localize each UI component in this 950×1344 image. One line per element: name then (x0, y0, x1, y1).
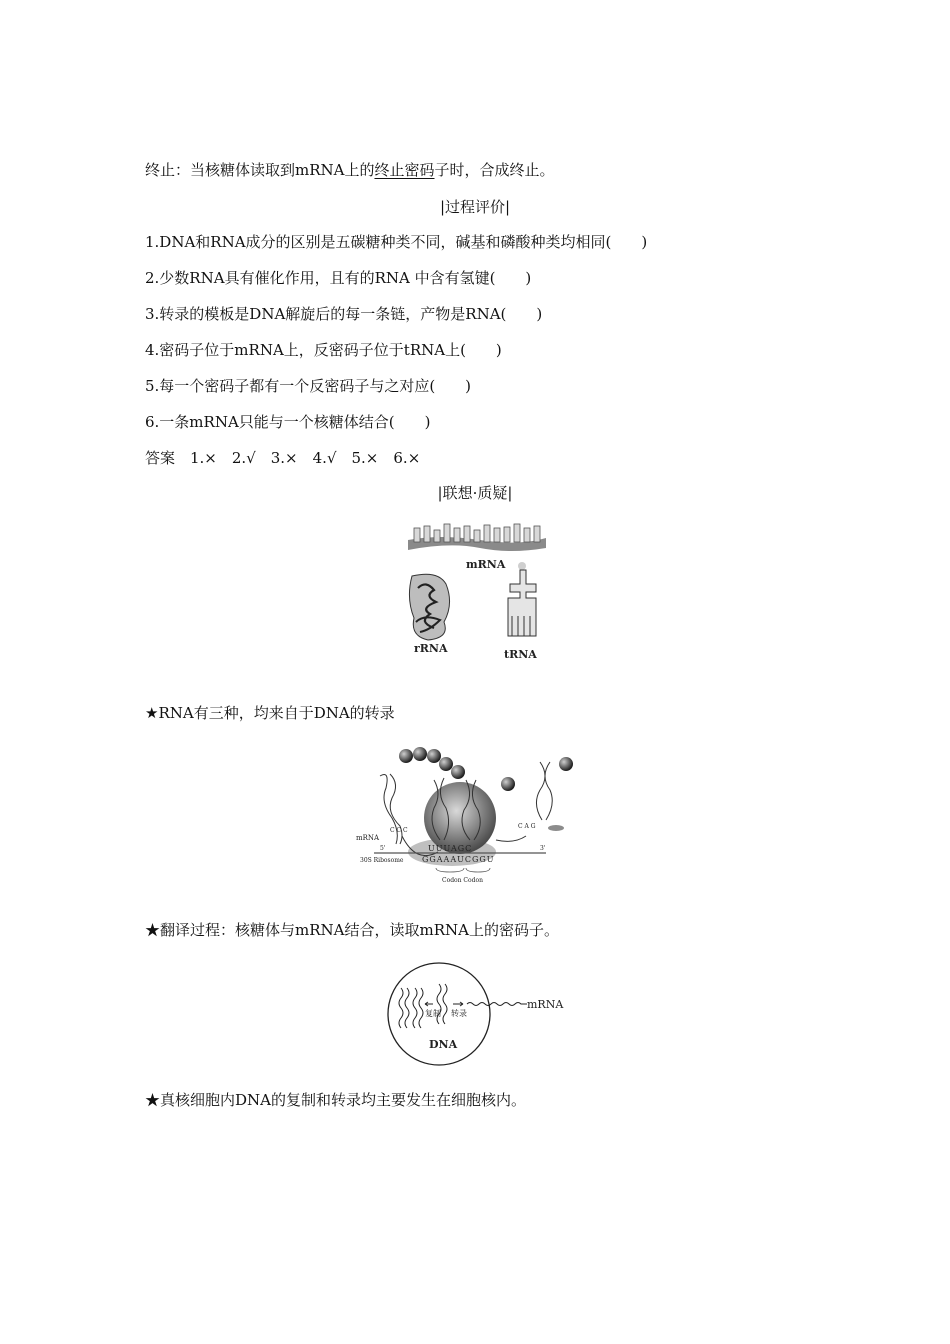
mrna-label: mRNA (466, 558, 506, 571)
caption-rna-types: ★RNA有三种，均来自于DNA的转录 (145, 704, 395, 722)
nucleus-figure (385, 958, 575, 1070)
rrna-label: rRNA (414, 642, 448, 655)
question-3: 3.转录的模板是DNA解旋后的每一条链，产物是RNA( ) (145, 305, 543, 323)
free-amino-acid (548, 825, 564, 831)
stop-line (145, 160, 555, 180)
question-6: 6.一条mRNA只能与一个核糖体结合( ) (145, 413, 431, 431)
dna-strands (399, 984, 447, 1028)
mrna-strand (408, 524, 546, 551)
replication-arrow (425, 1002, 433, 1006)
stop-line-suffix: 子时，合成终止。 (434, 161, 555, 179)
section-assoc-heading: |联想·质疑| (437, 484, 513, 502)
answer-line: 答案 1.× 2.√ 3.× 4.√ 5.× 6.× (145, 449, 421, 467)
rrna-shape (409, 574, 449, 640)
mrna-label-2: mRNA (356, 834, 380, 842)
dna-label: DNA (429, 1038, 458, 1051)
transcription-arrow (453, 1002, 463, 1006)
section-eval-heading: |过程评价| (439, 198, 511, 216)
question-4: 4.密码子位于mRNA上，反密码子位于tRNA上( ) (145, 341, 502, 359)
question-5: 5.每一个密码子都有一个反密码子与之对应( ) (145, 377, 472, 395)
mrna-label-3: mRNA (527, 998, 564, 1011)
stop-codon-term: 终止密码 (374, 161, 435, 179)
translation-figure (350, 740, 590, 890)
caption-nucleus: ★真核细胞内DNA的复制和转录均主要发生在细胞核内。 (145, 1091, 526, 1109)
stop-line-prefix: 终止：当核糖体读取到mRNA上的 (145, 161, 375, 179)
mrna-seq: GGAAAUCGGU (422, 855, 495, 864)
ribosome-label: 30S Ribosome (360, 857, 404, 864)
question-1: 1.DNA和RNA成分的区别是五碳糖种类不同，碱基和磷酸种类均相同( ) (145, 233, 648, 251)
rna-types-figure (400, 518, 560, 666)
replication-label: 复制 (425, 1009, 441, 1018)
question-2: 2.少数RNA具有催化作用，且有的RNA 中含有氢键( ) (145, 269, 532, 287)
anticodon-seq: UUUAGC (428, 844, 473, 853)
three-prime-label: 3' (540, 845, 546, 852)
codon-braces (436, 868, 490, 872)
five-prime-label: 5' (380, 845, 386, 852)
transcription-label: 转录 (451, 1009, 467, 1018)
mrna-wave (467, 1003, 527, 1006)
trna-label: tRNA (504, 648, 537, 661)
entry-arrow (496, 836, 526, 841)
left-trna-bases: C C C (390, 827, 408, 834)
right-trna-bases: C A G (518, 823, 536, 830)
caption-translation: ★翻译过程：核糖体与mRNA结合，读取mRNA上的密码子。 (145, 921, 559, 939)
codon-label: Codon Codon (442, 877, 483, 884)
trna-shape (508, 562, 536, 636)
